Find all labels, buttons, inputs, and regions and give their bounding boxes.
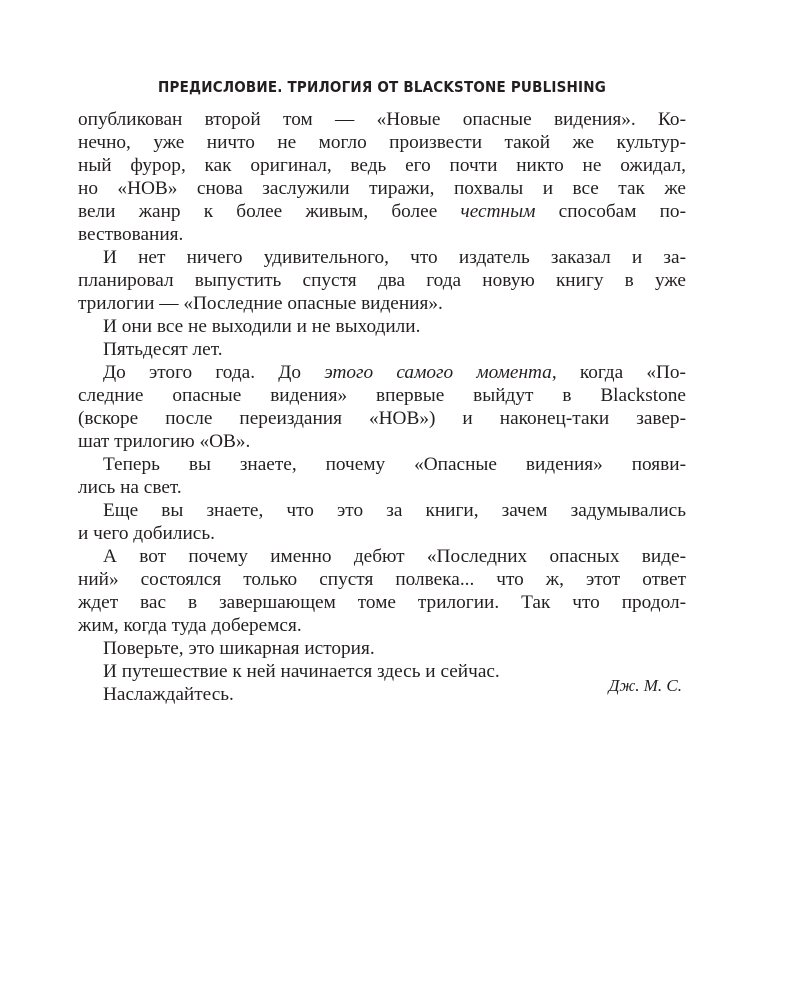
text-segment: До этого года. До [103,362,325,383]
text-line: трилогии — «Последние опасные видения». [78,293,443,314]
text-line: следние опасные видения» впервые выйдут в Blackstone [78,385,686,406]
text-line [78,361,686,384]
text-line: Теперь вы знаете, почему «Опасные видения» появи- [103,454,686,475]
text-line: Еще вы знаете, что это за книги, зачем задумывались [103,500,686,521]
text-line: И нет ничего удивительного, что издатель заказал и за- [103,247,686,268]
text-line: ний» состоялся только спустя полвека... что ж, этот ответ [78,569,686,590]
text-line [78,200,686,223]
text-line: вествования. [78,224,184,245]
body-text [78,108,686,706]
text-line: шат трилогию «ОВ». [78,431,251,452]
text-line: нечно, уже ничто не могло произвести такой же культур- [78,132,686,153]
text-line: ждет вас в завершающем томе трилогии. Так что продол- [78,592,686,613]
text-line: и чего добились. [78,523,215,544]
text-line: Наслаждайтесь. [103,684,234,705]
text-line: жим, когда туда доберемся. [78,615,302,636]
text-line: но «НОВ» снова заслужили тиражи, похвалы и все так же [78,178,686,199]
author-signature: Дж. М. С. [608,676,682,695]
emphasis-text: этого самого момента [324,362,552,383]
text-segment: вели жанр к более живым, более [78,201,461,222]
text-segment: , когда «По- [551,362,686,383]
text-line: И они все не выходили и не выходили. [103,316,421,337]
text-line: И путешествие к ней начинается здесь и сейчас. [103,661,500,682]
text-line: (вскоре после переиздания «НОВ») и наконец-таки завер- [78,408,686,429]
running-title: ПРЕДИСЛОВИЕ. ТРИЛОГИЯ ОТ BLACKSTONE PUBLISHING [158,78,606,96]
text-line: Пятьдесят лет. [103,339,223,360]
text-line: опубликован второй том — «Новые опасные видения». Ко- [78,109,686,130]
text-line: Поверьте, это шикарная история. [103,638,375,659]
text-line: планировал выпустить спустя два года новую книгу в уже [78,270,686,291]
text-line: лись на свет. [78,477,182,498]
text-segment: способам по- [535,201,686,222]
emphasis-text: честным [460,201,536,222]
text-line: ный фурор, как оригинал, ведь его почти никто не ожидал, [78,155,686,176]
text-line: А вот почему именно дебют «Последних опасных виде- [103,546,686,567]
